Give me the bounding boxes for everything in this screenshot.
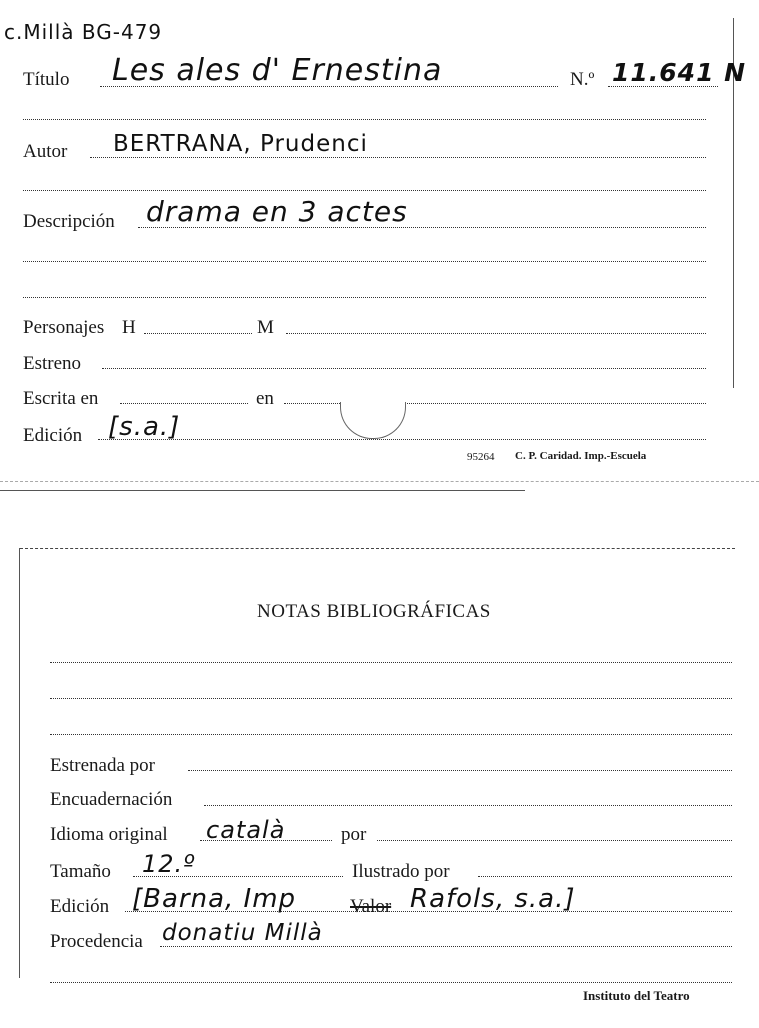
edicion2-label: Edición (50, 896, 110, 917)
card-notch (340, 402, 406, 439)
blank-line (23, 261, 706, 262)
corner-note: c.Millà BG-479 (4, 20, 163, 44)
printer-number: 95264 (467, 451, 495, 463)
edicion-line (98, 439, 706, 440)
bottom-card (0, 500, 759, 1028)
edicion2-struck-word: Valor (350, 896, 392, 917)
procedencia-line (160, 946, 732, 947)
personajes-h-label: H (122, 317, 136, 338)
numero-value: 11.641 N (612, 58, 747, 87)
descripcion-value: drama en 3 actes (146, 195, 408, 228)
descripcion-label: Descripción (23, 211, 115, 232)
procedencia-value: donatiu Millà (162, 920, 323, 946)
personajes-label: Personajes (23, 317, 105, 338)
blank-line (50, 662, 732, 663)
card-top-edge (20, 548, 735, 549)
card-bottom-edge (0, 490, 525, 491)
idioma-value: català (206, 816, 286, 844)
titulo-value: Les ales d' Ernestina (112, 53, 443, 88)
card-bottom-edge-faint (0, 481, 759, 482)
tamano-value: 12.º (142, 850, 196, 878)
escrita-en-label: en (256, 388, 274, 409)
personajes-m-line (286, 333, 706, 334)
personajes-m-label: M (257, 317, 274, 338)
edicion2-value-part2: Rafols, s.a.] (410, 884, 576, 914)
blank-line (50, 734, 732, 735)
autor-label: Autor (23, 141, 68, 162)
estreno-line (102, 368, 706, 369)
card-left-edge (19, 548, 20, 978)
blank-line (23, 297, 706, 298)
idioma-por-label: por (341, 824, 367, 845)
estrenada-line (188, 770, 732, 771)
encuadernacion-line (204, 805, 732, 806)
top-card (0, 0, 759, 500)
escrita-line (120, 403, 248, 404)
autor-value: BERTRANA, Prudenci (113, 131, 368, 157)
ilustrado-label: Ilustrado por (352, 861, 450, 882)
blank-line (23, 119, 706, 120)
numero-label: N.º (570, 69, 595, 90)
printer-text: C. P. Caridad. Imp.-Escuela (515, 450, 647, 462)
estreno-label: Estreno (23, 353, 82, 374)
blank-line (50, 982, 732, 983)
encuadernacion-label: Encuadernación (50, 789, 173, 810)
blank-line (50, 698, 732, 699)
estrenada-label: Estrenada por (50, 755, 155, 776)
blank-line (23, 190, 706, 191)
edicion-label: Edición (23, 425, 83, 446)
tamano-label: Tamaño (50, 861, 111, 882)
institute-name: Instituto del Teatro (583, 988, 690, 1003)
procedencia-label: Procedencia (50, 931, 143, 952)
edicion-value: [s.a.] (108, 412, 181, 442)
escrita-label: Escrita en (23, 388, 99, 409)
idioma-label: Idioma original (50, 824, 168, 845)
edicion2-value-part1: [Barna, Imp (132, 884, 297, 914)
idioma-por-line (377, 840, 732, 841)
titulo-label: Título (23, 69, 70, 90)
notas-heading: NOTAS BIBLIOGRÁFICAS (257, 601, 491, 622)
personajes-h-line (144, 333, 252, 334)
ilustrado-line (478, 876, 732, 877)
autor-line (90, 157, 706, 158)
